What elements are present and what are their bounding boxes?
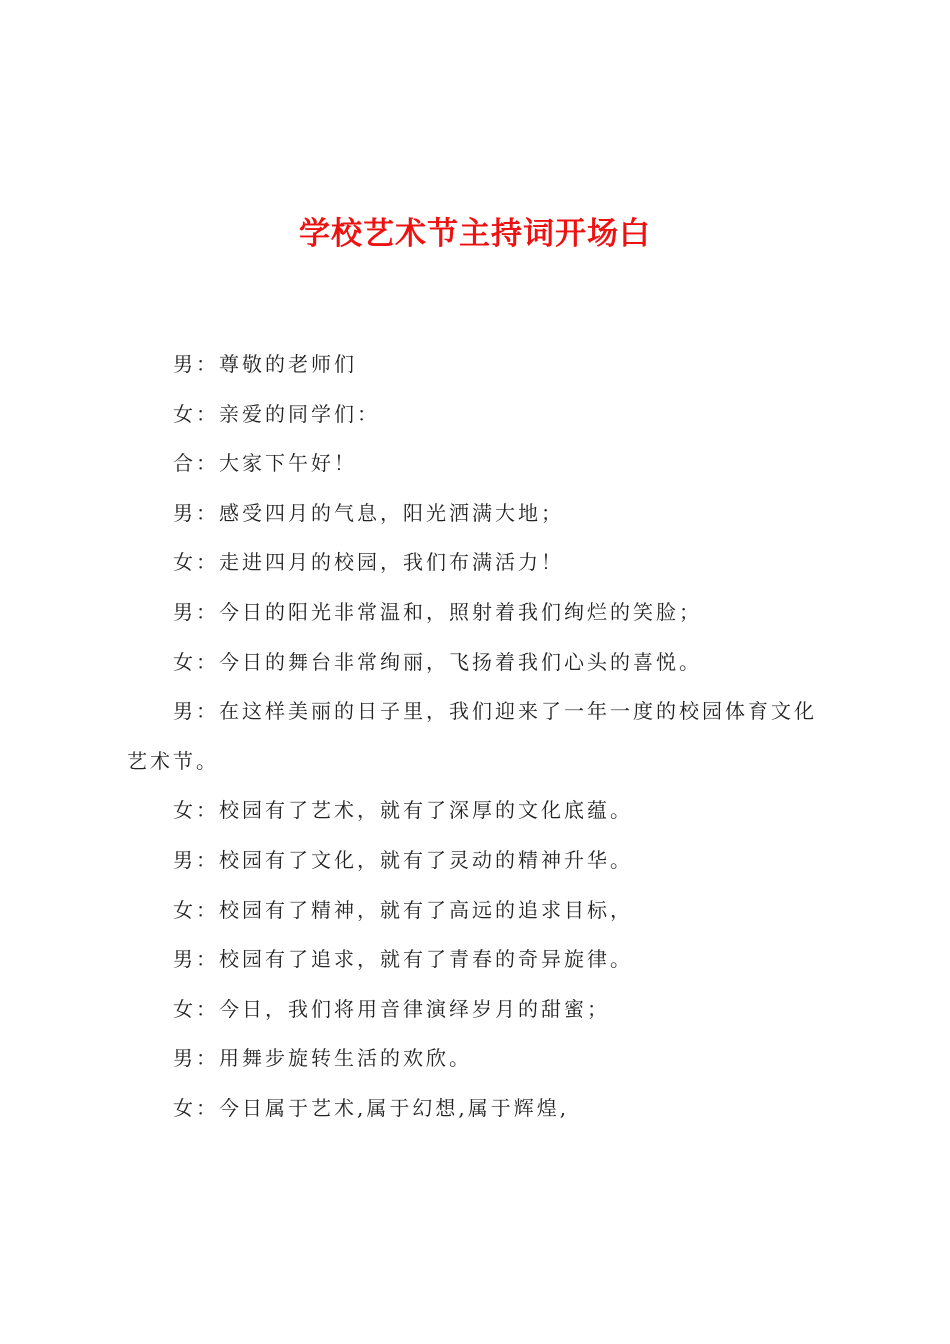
paragraph: 男：校园有了文化，就有了灵动的精神升华。 — [173, 847, 633, 872]
paragraph: 男：感受四月的气息，阳光洒满大地； — [173, 500, 564, 525]
paragraph: 男：在这样美丽的日子里，我们迎来了一年一度的校园体育文化艺术节。 — [127, 699, 817, 773]
paragraph: 女：亲爱的同学们： — [173, 401, 380, 426]
paragraph: 男：尊敬的老师们 — [173, 352, 357, 376]
paragraph: 女：走进四月的校园，我们布满活力！ — [173, 550, 564, 575]
paragraph: 男：今日的阳光非常温和，照射着我们绚烂的笑脸； — [173, 599, 702, 624]
paragraph: 女：今日的舞台非常绚丽，飞扬着我们心头的喜悦。 — [173, 649, 702, 674]
paragraph: 女：今日属于艺术,属于幻想,属于辉煌, — [173, 1095, 570, 1120]
document-body — [127, 340, 837, 1134]
paragraph: 男：用舞步旋转生活的欢欣。 — [173, 1046, 472, 1071]
page-title: 学校艺术节主持词开场白 — [299, 216, 651, 252]
paragraph: 女：今日，我们将用音律演绎岁月的甜蜜； — [173, 996, 610, 1021]
paragraph: 女：校园有了精神，就有了高远的追求目标， — [173, 897, 633, 922]
paragraph: 女：校园有了艺术，就有了深厚的文化底蕴。 — [173, 798, 633, 823]
paragraph: 男：校园有了追求，就有了青春的奇异旋律。 — [173, 947, 633, 972]
paragraph: 合：大家下午好！ — [173, 451, 357, 476]
